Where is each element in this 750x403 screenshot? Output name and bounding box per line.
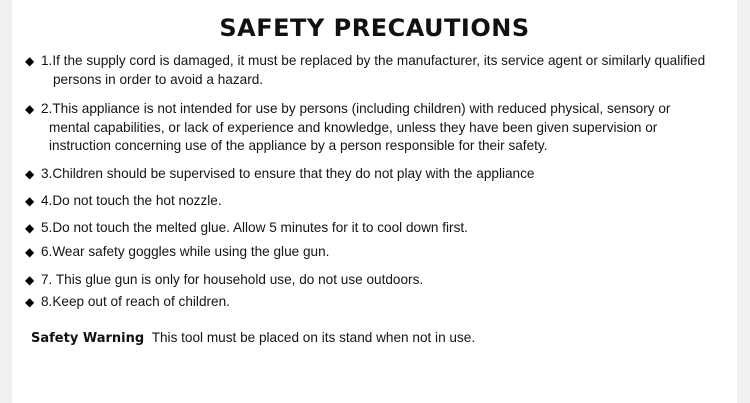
- diamond-bullet-icon: ◆: [25, 220, 35, 235]
- precaution-item-1: [25, 52, 725, 89]
- diamond-bullet-icon: ◆: [25, 166, 35, 181]
- precaution-text: 3.Children should be supervised to ensure that they do not play with the appliance: [41, 165, 535, 181]
- safety-warning: [31, 328, 721, 349]
- diamond-bullet-icon: ◆: [25, 295, 35, 309]
- precaution-text: 2.This appliance is not intended for use by persons (including children) with reduced physical, sensory or: [41, 101, 671, 116]
- diamond-bullet-icon: ◆: [25, 54, 35, 68]
- precaution-text-continued: mental capabilities, or lack of experience and knowledge, unless they have been given supervision or: [49, 119, 658, 135]
- precaution-item-6: [25, 243, 725, 262]
- precaution-item-4: [25, 192, 725, 211]
- precaution-text: 8.Keep out of reach of children.: [41, 294, 230, 309]
- diamond-bullet-icon: ◆: [25, 194, 35, 208]
- precaution-text: 5.Do not touch the melted glue. Allow 5 minutes for it to cool down first.: [41, 219, 468, 235]
- precaution-text: 1.If the supply cord is damaged, it must be replaced by the manufacturer, its service agent or similarly qualified: [41, 53, 706, 68]
- precaution-text: 7. This glue gun is only for household use, do not use outdoors.: [41, 271, 424, 287]
- diamond-bullet-icon: ◆: [25, 102, 35, 116]
- precaution-text-continued: instruction concerning use of the appliance by a person responsible for their safety.: [49, 138, 548, 153]
- precaution-item-2: [25, 100, 725, 156]
- precaution-item-5: [25, 219, 725, 238]
- precaution-text: 4.Do not touch the hot nozzle.: [41, 193, 222, 208]
- precaution-item-3: [25, 165, 725, 184]
- precaution-item-7: [25, 271, 725, 290]
- diamond-bullet-icon: ◆: [25, 245, 35, 259]
- page-title: SAFETY PRECAUTIONS: [219, 14, 530, 42]
- diamond-bullet-icon: ◆: [25, 272, 35, 287]
- precaution-item-8: [25, 293, 725, 312]
- precaution-text-continued: persons in order to avoid a hazard.: [53, 71, 264, 87]
- precautions-sheet: [12, 0, 737, 403]
- safety-warning-label: Safety Warning: [31, 331, 145, 346]
- precaution-text: 6.Wear safety goggles while using the glue gun.: [41, 244, 330, 259]
- safety-warning-text: This tool must be placed on its stand when not in use.: [151, 330, 476, 345]
- precautions-list: [25, 52, 725, 312]
